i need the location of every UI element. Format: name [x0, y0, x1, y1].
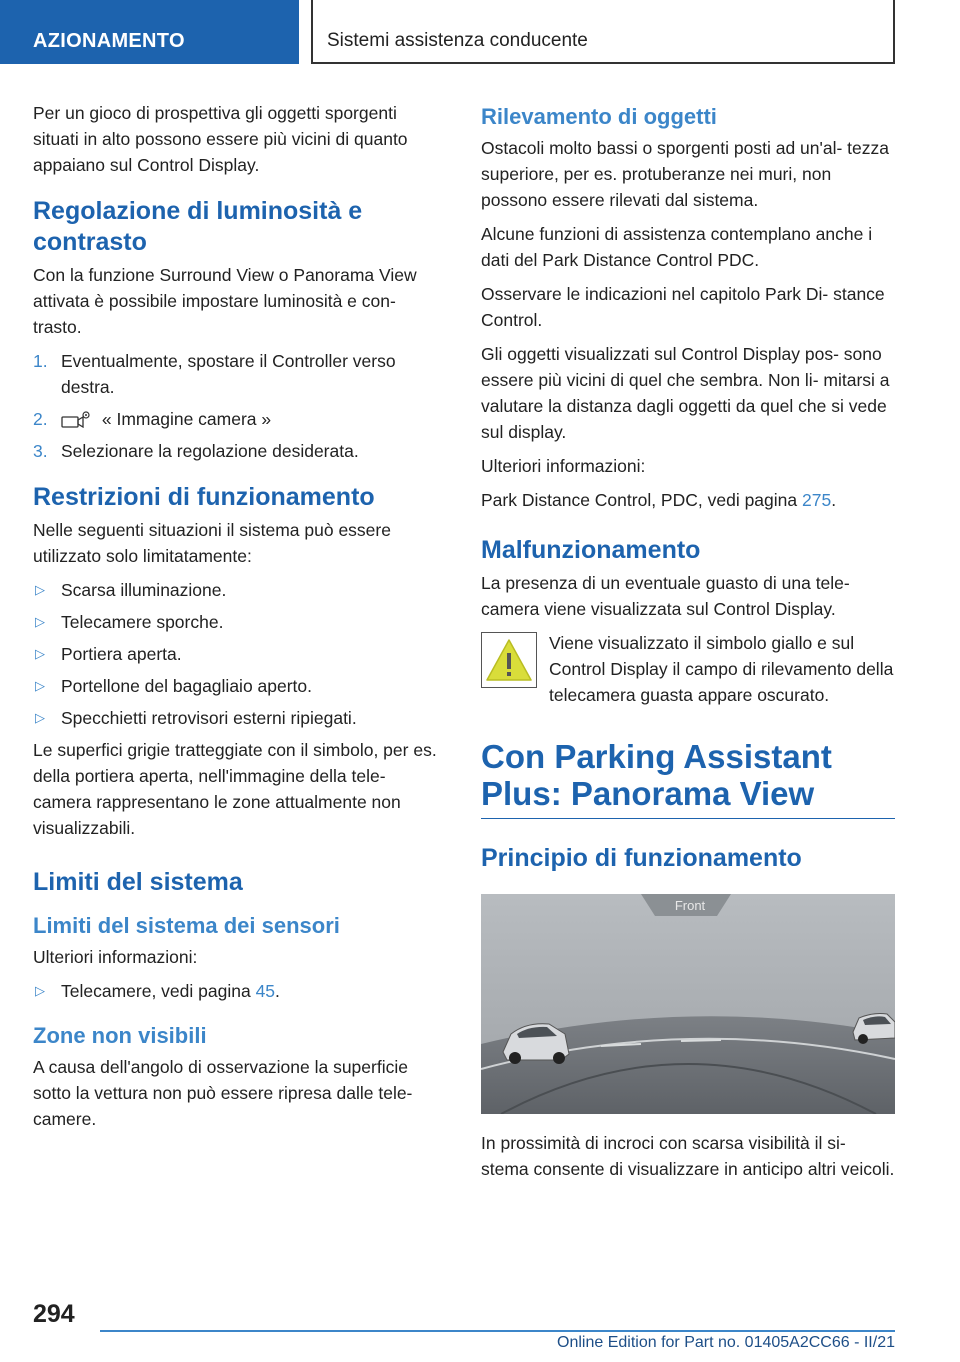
heading-object-detection: Rilevamento di oggetti — [481, 104, 717, 129]
intro-paragraph: Per un gioco di prospettiva gli oggetti sporgenti situati in alto possono essere più vicini di quanto appaiano sul Control Display. — [33, 103, 408, 175]
list-item-text: Portellone del bagagliaio aperto. — [61, 676, 313, 696]
restrictions-list — [33, 577, 447, 731]
camera-image-icon — [61, 410, 91, 428]
list-item — [33, 705, 447, 731]
detection-paragraph-4: Gli oggetti visualizzati sul Control Display pos‐ sono essere più vicini di quel che sembra. Non li‐ mitarsi a valutare la distanza dagli oggetti da quel che si vede sul display. — [481, 344, 890, 442]
steps-list — [33, 348, 447, 464]
detection-paragraph-1: Ostacoli molto bassi o sporgenti posti ad un'al‐ tezza superiore, per es. protuberanze nei muri, non possono essere rilevati dal sistema. — [481, 138, 889, 210]
heading-sensor-limits: Limiti del sistema dei sensori — [33, 913, 340, 938]
ref-period: . — [831, 490, 837, 510]
heading-system-limits: Limiti del sistema — [33, 868, 243, 896]
list-item-text: Portiera aperta. — [61, 644, 182, 664]
camera-ref-list — [33, 978, 447, 1004]
detection-paragraph-3: Osservare le indicazioni nel capitolo Park Di‐ stance Control. — [481, 284, 885, 330]
page-number: 294 — [33, 1300, 75, 1328]
blind-zones-paragraph: A causa dell'angolo di osservazione la superficie sotto la vettura non può essere ripresa dalle tele‐ camere. — [33, 1057, 413, 1129]
more-info-label: Ulteriori informazioni: — [481, 456, 646, 476]
detection-paragraph-2: Alcune funzioni di assistenza contemplano anche i dati del Park Distance Control PDC. — [481, 224, 873, 270]
list-item — [33, 641, 447, 667]
step-item — [33, 348, 447, 400]
photo-front-label: Front — [674, 898, 706, 913]
list-item — [33, 978, 447, 1004]
camera-page-link[interactable]: 45 — [255, 981, 276, 1001]
step-number: 2. — [33, 409, 48, 429]
header-chapter-title: Sistemi assistenza conducente — [311, 0, 895, 64]
bullet-triangle-icon: ▷ — [35, 983, 45, 998]
heading-brightness: Regolazione di luminosità e contrasto — [33, 197, 363, 256]
step-item — [33, 406, 447, 432]
pdc-ref-paragraph — [481, 487, 895, 513]
right-column — [481, 100, 895, 1190]
surfaces-paragraph: Le superfici grigie tratteggiate con il simbolo, per es. della portiera aperta, nell'immagine della tele‐ camera rappresentano le zone attualmente non visualizzabili. — [33, 740, 437, 838]
step-number: 3. — [33, 441, 48, 461]
heading-principle: Principio di funzionamento — [481, 844, 802, 872]
heading-blind-zones: Zone non visibili — [33, 1023, 207, 1048]
warning-row — [481, 630, 895, 708]
camera-ref-text: Telecamere, vedi pagina — [61, 981, 251, 1001]
list-item-text: Scarsa illuminazione. — [61, 580, 227, 600]
bullet-triangle-icon: ▷ — [35, 582, 45, 597]
step-text: « Immagine camera » — [101, 409, 272, 429]
pdc-ref-text: Park Distance Control, PDC, vedi pagina — [481, 490, 798, 510]
list-item-text: Specchietti retrovisori esterni ripiegati. — [61, 708, 357, 728]
step-item — [33, 438, 447, 464]
heading-restrictions: Restrizioni di funzionamento — [33, 483, 375, 511]
heading-parking-assistant: Con Parking Assistant Plus: Panorama View — [481, 738, 895, 819]
panorama-view-photo — [481, 894, 895, 1114]
footer-edition: Online Edition for Part no. 01405A2CC66 - II/21 — [557, 1334, 895, 1351]
pdc-page-link[interactable]: 275 — [802, 490, 832, 510]
header-section-tab: AZIONAMENTO — [0, 0, 299, 64]
step-number: 1. — [33, 351, 48, 371]
bullet-triangle-icon: ▷ — [35, 678, 45, 693]
heading-malfunction: Malfunzionamento — [481, 536, 701, 564]
more-info-label: Ulteriori informazioni: — [33, 947, 198, 967]
step-text: Selezionare la regolazione desiderata. — [61, 441, 359, 461]
brightness-paragraph: Con la funzione Surround View o Panorama View attivata è possibile impostare luminosità e con‐ trasto. — [33, 265, 417, 337]
step-text: Eventualmente, spostare il Controller verso destra. — [61, 351, 396, 397]
footer-divider — [100, 1330, 895, 1332]
warning-paragraph: Viene visualizzato il simbolo giallo e sul Control Display il campo di rilevamento della telecamera guasta appare oscurato. — [549, 633, 894, 705]
principle-paragraph: In prossimità di incroci con scarsa visibilità il si‐ stema consente di visualizzare in anticipo altri veicoli. — [481, 1133, 895, 1179]
list-item — [33, 577, 447, 603]
list-item-text: Telecamere sporche. — [61, 612, 224, 632]
ref-period: . — [275, 981, 280, 1001]
bullet-triangle-icon: ▷ — [35, 646, 45, 661]
bullet-triangle-icon: ▷ — [35, 710, 45, 725]
bullet-triangle-icon: ▷ — [35, 614, 45, 629]
restrictions-paragraph: Nelle seguenti situazioni il sistema può essere utilizzato solo limitatamente: — [33, 520, 391, 566]
left-column — [33, 100, 447, 1140]
list-item — [33, 673, 447, 699]
warning-triangle-icon — [481, 632, 537, 688]
list-item — [33, 609, 447, 635]
malfunction-paragraph: La presenza di un eventuale guasto di una tele‐ camera viene visualizzata sul Control Display. — [481, 573, 850, 619]
